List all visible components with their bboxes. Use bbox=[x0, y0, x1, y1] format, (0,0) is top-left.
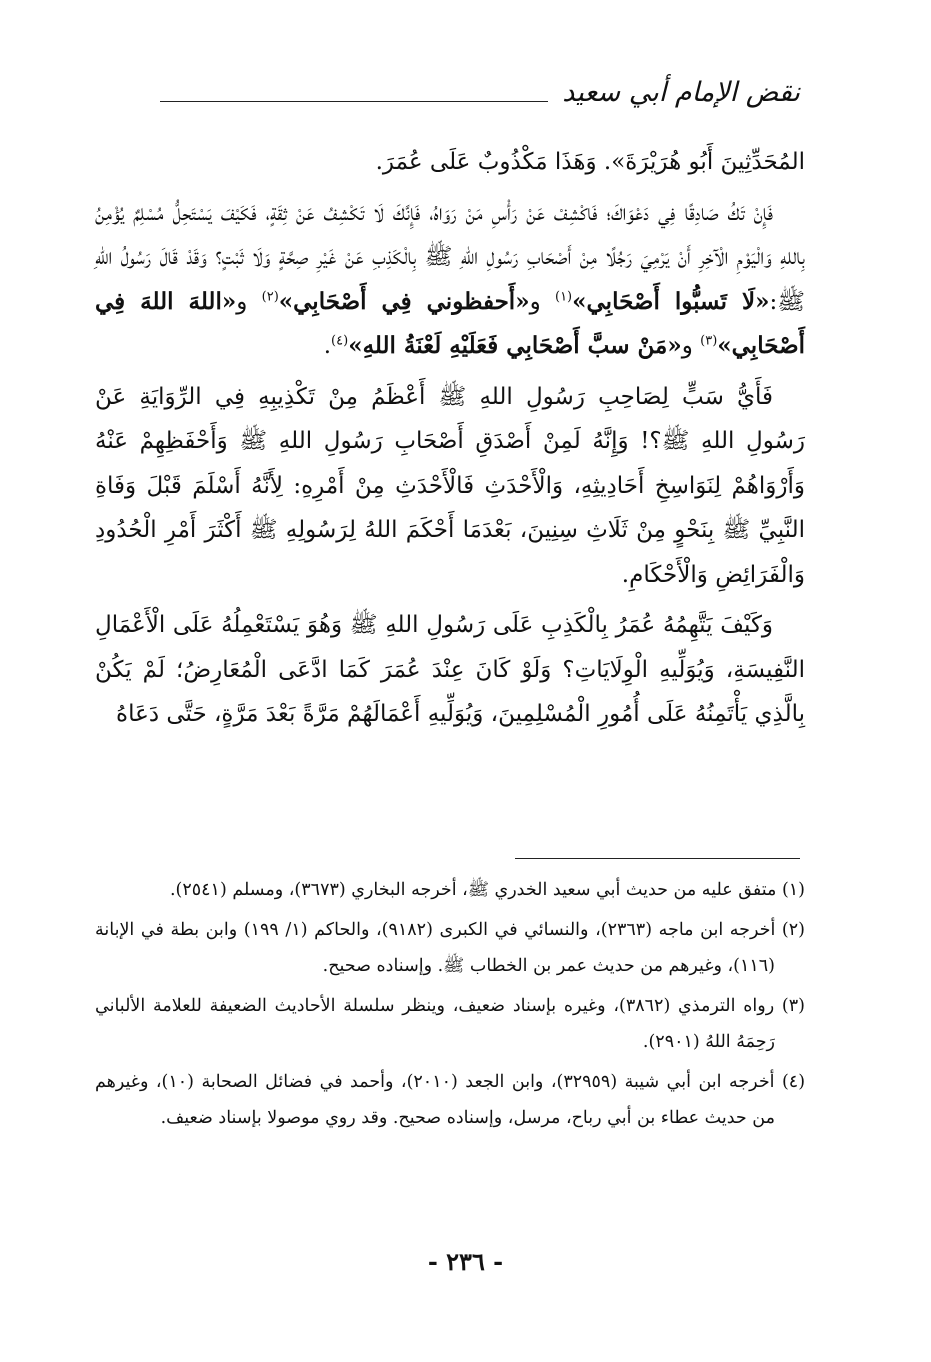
footnote-4: (٤) أخرجه ابن أبي شيبة (٣٢٩٥٩)، وابن الجعد (٢٠١٠)، وأحمد في فضائل الصحابة (١٠)، وغيرهم من حديث عطاء بن أبي رباح، مرسل، وإسناده صحيح. وقد روي موصولا بإسناد ضعيف. bbox=[95, 1072, 806, 1128]
footnote-ref-4: (٤) bbox=[331, 333, 349, 349]
paragraph-2-end: . bbox=[323, 333, 332, 359]
conjunction-2: و bbox=[236, 288, 262, 315]
hadith-quote-4: «مَنْ سبَّ أَصْحَابِي فَعَلَيْهِ لَعْنَةُ اللهِ» bbox=[348, 332, 682, 359]
hadith-quote-2: «أَحفظوني فِي أَصْحَابِي» bbox=[278, 287, 530, 315]
hadith-quote-1: «لَا تَسبُّوا أَصْحَابِي» bbox=[572, 287, 770, 315]
footnotes-section bbox=[95, 872, 805, 1140]
running-title: نقض الإمام أبي سعيد bbox=[562, 77, 800, 108]
paragraph-1: المُحَدِّثِينَ أَبُو هُرَيْرَةَ». وَهَذَا مَكْذُوبٌ عَلَى عُمَرَ. bbox=[375, 149, 805, 175]
paragraph-2 bbox=[95, 191, 805, 369]
footnote-ref-2: (٢) bbox=[261, 288, 279, 304]
main-text bbox=[95, 140, 805, 743]
footnote-separator bbox=[515, 858, 800, 859]
conjunction-3: و bbox=[681, 333, 701, 359]
footnote-ref-3: (٣) bbox=[700, 333, 718, 349]
running-header bbox=[160, 78, 800, 108]
hadith-quote-3: «اللهَ اللهَ فِي أَصْحَابِي» bbox=[95, 287, 805, 359]
paragraph-3: فَأَيُّ سَبٍّ لِصَاحِبِ رَسُولِ اللهِ ﷺ أَعْظَمُ مِنْ تَكْذِيبِهِ فِي الرِّوَايَةِ عَنْ رَسُولِ اللهِ ﷺ؟! وَإِنَّهُ لَمِنْ أَصْدَقِ أَصْحَابِ رَسُولِ اللهِ ﷺ وَأَحْفَظِهِمْ عَنْهُ وَأَرْوَاهُمْ لِنَوَاسِخِ أَحَادِيثِهِ، وَالْأَحْدَثِ فَالْأَحْدَثِ مِنْ أَمْرِهِ: لِأَنَّهُ أَسْلَمَ قَبْلَ وَفَاةِ النَّبِيِّ ﷺ بِنَحْوٍ مِنْ ثَلَاثِ سِنِينَ، بَعْدَمَا أَحْكَمَ اللهُ لِرَسُولِهِ ﷺ أَكْثَرَ أَمْرِ الْحُدُودِ وَالْفَرَائِضِ وَالْأَحْكَامِ. bbox=[95, 383, 806, 588]
paragraph-4: وَكَيْفَ يَتَّهِمُهُ عُمَرُ بِالْكَذِبِ عَلَى رَسُولِ اللهِ ﷺ وَهُوَ يَسْتَعْمِلُهُ عَلَى الْأَعْمَالِ النَّفِيسَةِ، وَيُوَلِّيهِ الْوِلَايَاتِ؟ وَلَوْ كَانَ عِنْدَ عُمَرَ كَمَا ادَّعَى الْمُعَارِضُ؛ لَمْ يَكُنْ بِالَّذِي يَأْتَمِنُهُ عَلَى أُمُورِ الْمُسْلِمِينَ، وَيُوَلِّيهِ أَعْمَالَهُمْ مَرَّةً بَعْدَ مَرَّةٍ، حَتَّى دَعَاهُ bbox=[95, 612, 805, 727]
footnote-3: (٣) رواه الترمذي (٣٨٦٢)، وغيره بإسناد ضعيف، وينظر سلسلة الأحاديث الضعيفة للعلامة الألباني رَحِمَهُ اللهُ (٢٩٠١). bbox=[95, 996, 805, 1052]
conjunction-1: و bbox=[529, 288, 555, 315]
header-rule bbox=[160, 101, 548, 102]
footnote-2: (٢) أخرجه ابن ماجه (٢٣٦٣)، والنسائي في الكبرى (٩١٨٢)، والحاكم (١/ ١٩٩) وابن بطة في الإبانة (١١٦)، وغيرهم من حديث عمر بن الخطاب ﷺ. وإسناده صحيح. bbox=[95, 920, 805, 976]
footnote-1: (١) متفق عليه من حديث أبي سعيد الخدري ﷺ، أخرجه البخاري (٣٦٧٣)، ومسلم (٢٥٤١). bbox=[169, 880, 805, 900]
page-number: - ٢٣٦ - bbox=[427, 1247, 504, 1276]
paragraph-2-text: فَإِنْ تَكُ صَادِقًا فِي دَعْوَاكَ؛ فَاكْشِفْ عَنْ رَأْسِ مَنْ رَوَاهُ، فَإِنَّكَ لَا تَكْشِفُ عَنْ ثِقَةٍ، فَكَيْفَ يَسْتَحِلُّ مُسْلِمٌ يُؤْمِنُ بِاللهِ وَالْيَوْمِ الْآخِرِ أَنْ يَرْمِيَ رَجُلًا مِنْ أَصْحَابِ رَسُولِ اللهِ ﷺ بِالْكَذِبِ عَنْ غَيْرِ صِحَّةٍ وَلَا ثَبْتٍ؟ وَقَدْ قَالَ رَسُولُ اللهِ ﷺ: bbox=[95, 199, 805, 315]
footnote-ref-1: (١) bbox=[554, 288, 573, 304]
